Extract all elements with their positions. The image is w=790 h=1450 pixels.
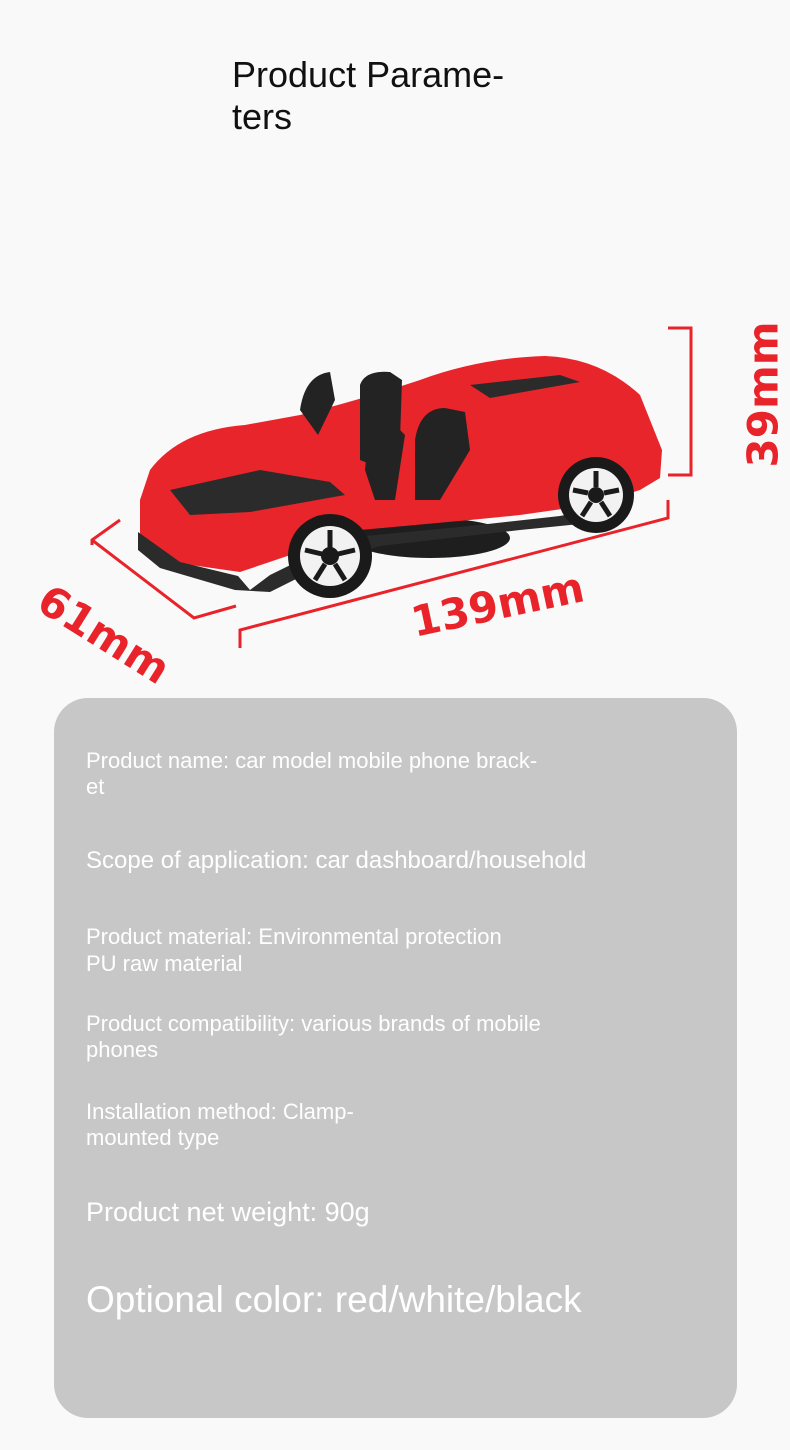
spec-compatibility xyxy=(86,1011,606,1063)
spec-installation xyxy=(86,1099,606,1151)
page-title xyxy=(232,54,552,138)
spec-card xyxy=(54,698,737,1418)
height-dimension-label: 39mm xyxy=(738,321,788,468)
spec-compatibility-line-1: Product compatibility: various brands of mobile xyxy=(86,1011,541,1036)
spec-material-line-1: Product material: Environmental protection xyxy=(86,924,502,949)
spec-product-name-line-1: Product name: car model mobile phone brack- xyxy=(86,748,538,773)
spec-product-name xyxy=(86,748,606,800)
length-dimension-label: 139mm xyxy=(406,562,589,647)
spec-product-name-line-2: et xyxy=(86,774,105,799)
rear-wheel xyxy=(558,457,634,533)
spec-installation-line-2: mounted type xyxy=(86,1125,220,1150)
front-wheel xyxy=(288,514,372,598)
spec-material xyxy=(86,923,606,977)
title-line-2: ters xyxy=(232,96,293,137)
spec-compatibility-line-2: phones xyxy=(86,1037,159,1062)
spec-installation-line-1: Installation method: Clamp- xyxy=(86,1099,354,1124)
spec-scope: Scope of application: car dashboard/household xyxy=(86,847,587,874)
spec-material-line-2: PU raw material xyxy=(86,951,243,976)
width-dimension-label: 61mm xyxy=(29,575,179,694)
spec-net-weight: Product net weight: 90g xyxy=(86,1197,370,1227)
title-line-1: Product Parame- xyxy=(232,54,505,95)
spec-optional-color: Optional color: red/white/black xyxy=(86,1279,582,1320)
